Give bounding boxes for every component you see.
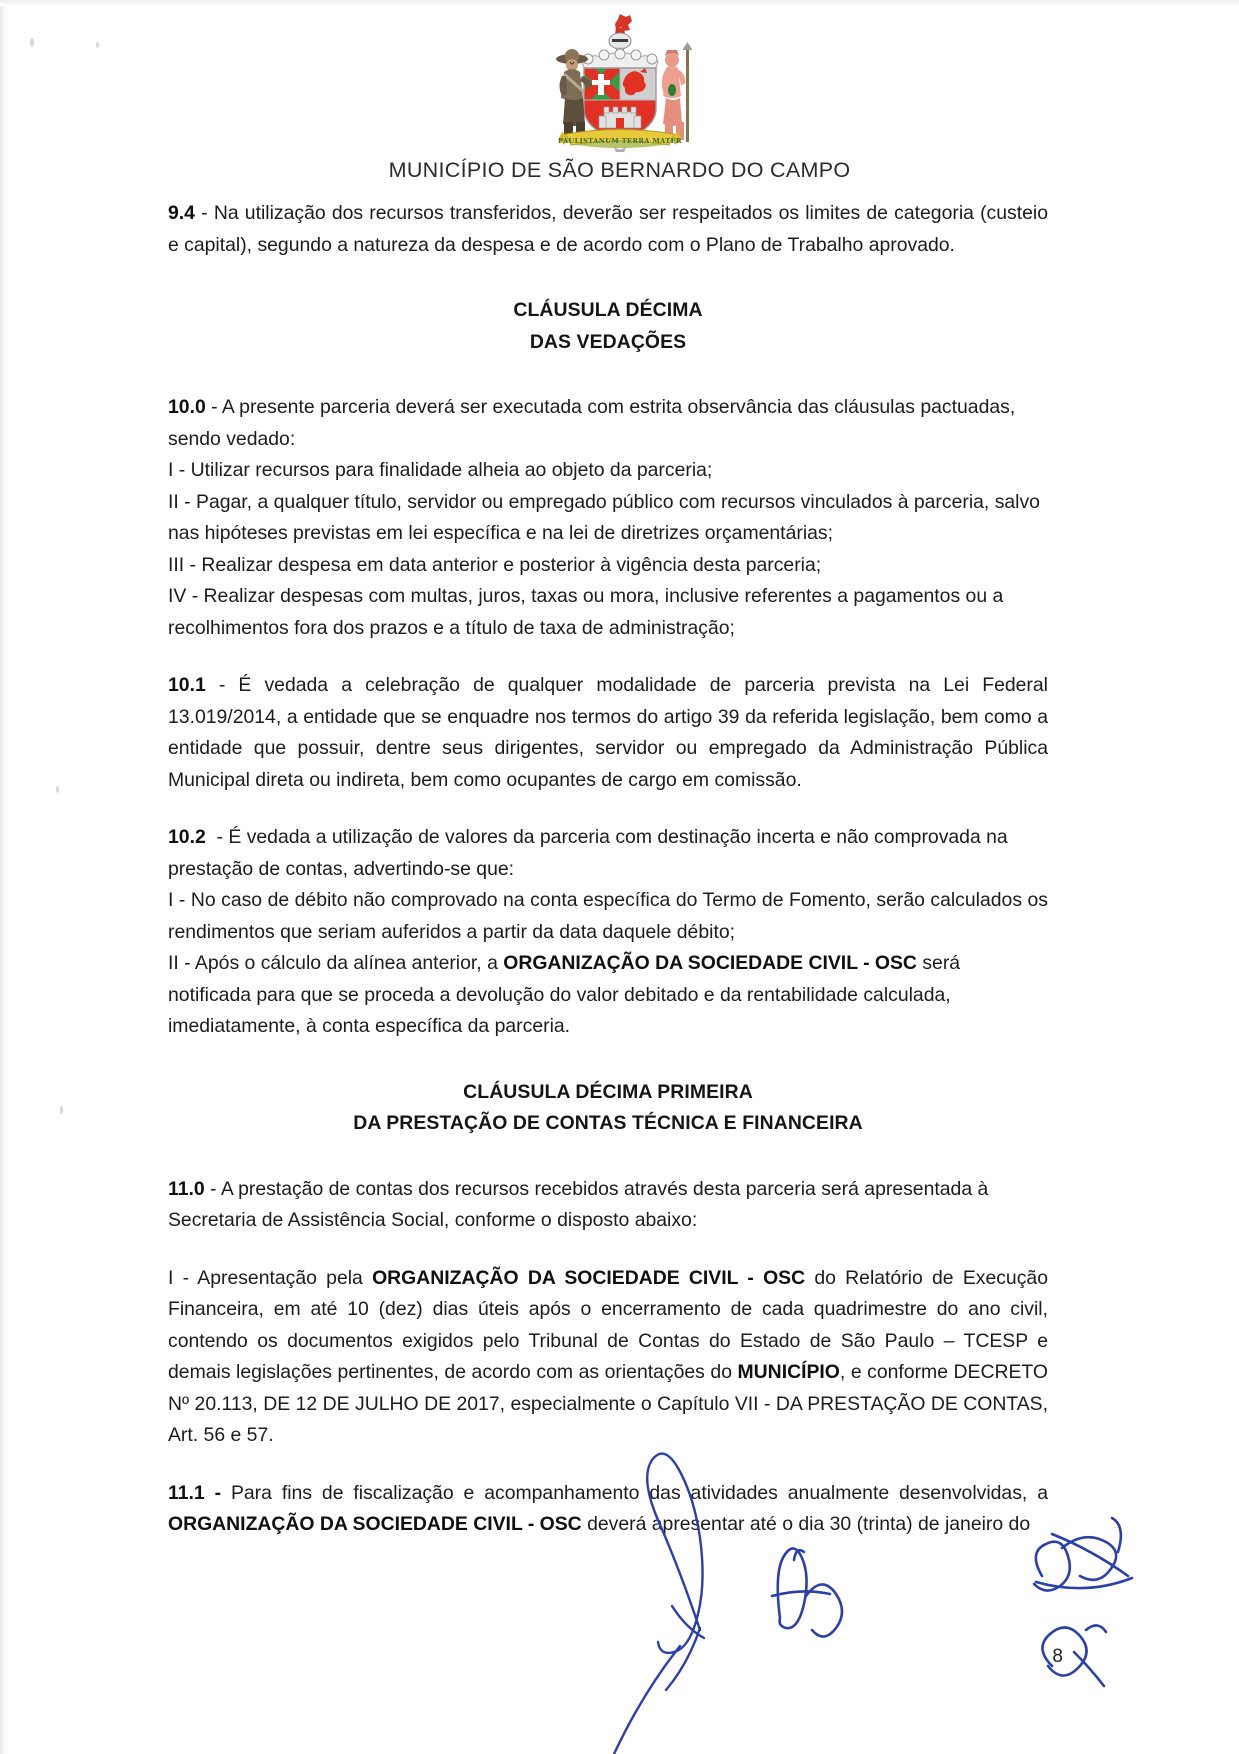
item-10-0-iii: III - Realizar despesa em data anterior e posterior à vigência desta parceria; <box>168 553 822 576</box>
paragraph-10-1 <box>168 670 1048 796</box>
signature-3 <box>1034 1518 1132 1591</box>
page-number: 8 <box>1052 1646 1063 1667</box>
item-10-2-ii-part-2: será notificada para que se proceda a devolução do valor debitado e da rentabilidade calculada, imediatamente, à conta específica da parceria. <box>168 952 961 1037</box>
svg-text:PAULISTANUM TERRA MATER: PAULISTANUM TERRA MATER <box>557 137 682 145</box>
item-11-0-i-part-3: MUNICÍPIO <box>737 1361 840 1383</box>
heading-clausula-decima: CLÁUSULA DÉCIMA <box>513 299 703 321</box>
document-body <box>168 198 1048 1541</box>
item-10-2-i: I - No caso de débito não comprovado na conta específica do Termo de Fomento, serão calculados os rendimentos que seriam auferidos a partir da data daquele débito; <box>168 889 1048 943</box>
paragraph-11-1-part-3: deverá apresentar até o dia 30 (trinta) de janeiro do <box>581 1513 1031 1535</box>
clause-number-10-0: 10.0 <box>168 396 206 418</box>
item-10-0-ii: II - Pagar, a qualquer título, servidor ou empregado público com recursos vinculados à parceria, salvo nas hipóteses previstas em lei específica e na lei de diretrizes orçamentárias; <box>168 490 1040 544</box>
scan-edge-artifact <box>0 0 10 1754</box>
item-11-0-i-part-4: , e conforme DECRETO Nº 20.113, DE 12 DE JULHO DE 2017, especialmente o Capítulo VII - DA PRESTAÇÃO DE CONTAS, Art. 56 e 57. <box>168 1361 1048 1446</box>
paragraph-11-1-part-2: ORGANIZAÇÃO DA SOCIEDADE CIVIL - OSC <box>168 1513 582 1535</box>
paragraph-11-0 <box>168 1174 1048 1237</box>
paragraph-9-4-text: - Na utilização dos recursos transferidos, deverão ser respeitados os limites de categoria (custeio e capital), segundo a natureza da despesa e de acordo com o Plano de Trabalho aprovado. <box>168 202 1048 256</box>
clause-number-11-0: 11.0 <box>168 1177 205 1200</box>
paragraph-10-1-text: - É vedada a celebração de qualquer modalidade de parceria prevista na Lei Federal 13.019/2014, a entidade que se enquadre nos termos do artigo 39 da referida legislação, bem como a entidade que possuir, dentre seus dirigentes, servidor ou empregado da Administração Pública Municipal direta ou indireta, bem como ocupantes de cargo em comissão. <box>168 674 1048 791</box>
signature-2 <box>772 1548 842 1636</box>
scan-speck <box>60 1106 63 1114</box>
paragraph-11-0-text: - A prestação de contas dos recursos recebidos através desta parceria será apresentada à Secretaria de Assistência Social, conforme o disposto abaixo: <box>168 1177 989 1231</box>
item-11-0-i-part-1: ORGANIZAÇÃO DA SOCIEDADE CIVIL - OSC <box>372 1266 806 1289</box>
document-header <box>0 12 1239 183</box>
clause-number-11-1: 11.1 - <box>168 1481 231 1504</box>
item-10-2-ii <box>168 948 1048 1043</box>
paragraph-11-1-part-1: Para fins de fiscalização e acompanhamento das atividades anualmente desenvolvidas, a <box>230 1481 1048 1504</box>
paragraph-10-2-text: - É vedada a utilização de valores da parceria com destinação incerta e não comprovada na prestação de contas, advertindo-se que: <box>168 826 1008 880</box>
clause-number-9-4: 9.4 <box>168 202 195 224</box>
item-10-0-iv: IV - Realizar despesas com multas, juros, taxas ou mora, inclusive referentes a pagamentos ou a recolhimentos fora dos prazos e a título de taxa de administração; <box>168 585 1004 639</box>
item-10-2-ii-part-0: II - Após o cálculo da alínea anterior, a <box>168 952 504 974</box>
heading-clausula-decima-primeira: CLÁUSULA DÉCIMA PRIMEIRA <box>463 1080 753 1103</box>
paragraph-10-0 <box>168 392 1048 455</box>
paragraph-9-4 <box>168 198 1048 261</box>
item-10-0-i: I - Utilizar recursos para finalidade alheia ao objeto da parceria; <box>168 459 713 481</box>
clause-number-10-2: 10.2 <box>168 826 206 848</box>
item-11-0-i-part-0: I - Apresentação pela <box>168 1266 373 1289</box>
page-title: MUNICÍPIO DE SÃO BERNARDO DO CAMPO <box>388 158 851 182</box>
heading-da-prestacao-de-contas: DA PRESTAÇÃO DE CONTAS TÉCNICA E FINANCEIRA <box>353 1112 863 1134</box>
paragraph-10-0-text: - A presente parceria deverá ser executada com estrita observância das cláusulas pactuadas, sendo vedado: <box>168 396 1016 450</box>
scan-edge-artifact-top <box>0 0 1239 6</box>
heading-das-vedacoes: DAS VEDAÇÕES <box>529 330 687 353</box>
item-11-0-i <box>168 1263 1048 1452</box>
item-10-2-ii-part-1: ORGANIZAÇÃO DA SOCIEDADE CIVIL - OSC <box>503 952 917 974</box>
paragraph-10-2 <box>168 822 1048 885</box>
coat-of-arms-icon <box>520 12 720 152</box>
item-11-0-i-part-2: do Relatório de Execução Financeira, em até 10 (dez) dias úteis após o encerramento de cada quadrimestre do ano civil, contendo os documentos exigidos pelo Tribunal de Contas do Estado de São Paulo – TCESP e demais legislações pertinentes, de acordo com as orientações do <box>168 1266 1048 1383</box>
clause-number-10-1: 10.1 <box>168 674 206 696</box>
scan-speck <box>56 786 59 793</box>
paragraph-11-1 <box>168 1478 1048 1541</box>
